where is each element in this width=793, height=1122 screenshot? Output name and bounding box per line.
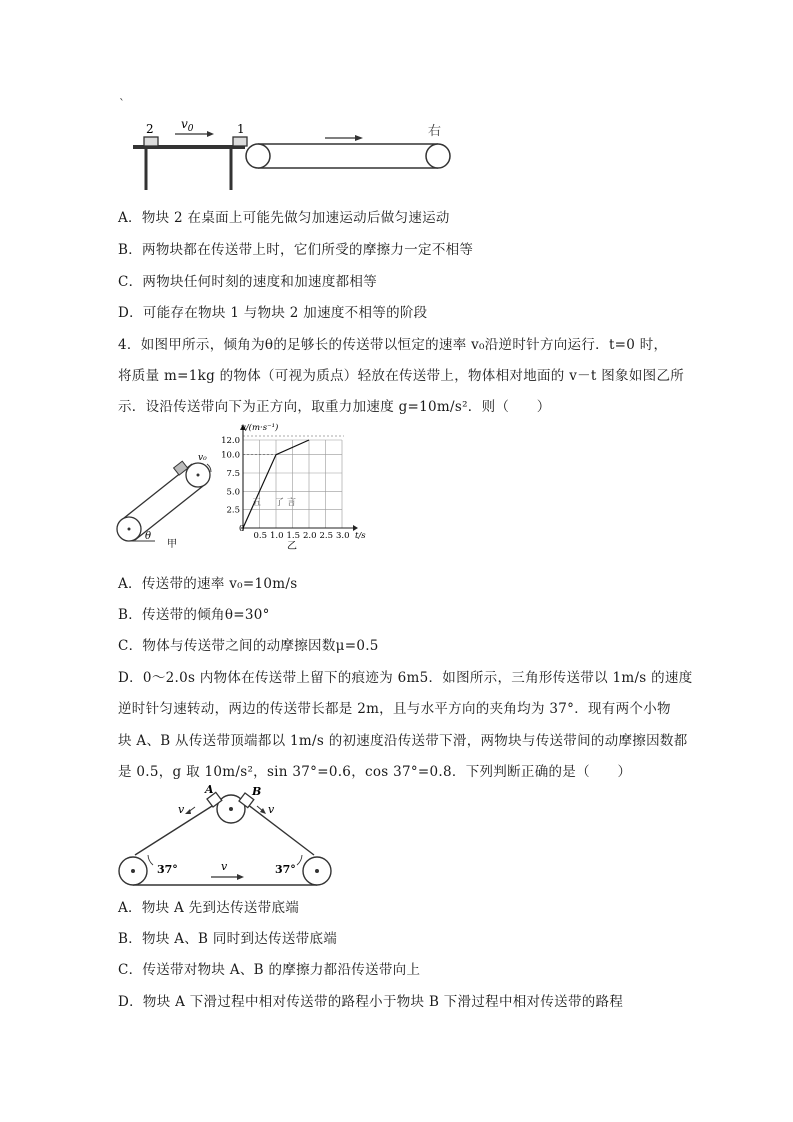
x-tick-label: 2.5 [319, 531, 334, 541]
label-b: B [252, 785, 262, 798]
x-tick-label: 0.5 [253, 531, 268, 541]
q5-option-c: C．传送带对物块 A、B 的摩擦力都沿传送带向上 [118, 962, 421, 978]
v-bottom-label: v [221, 860, 228, 873]
svg-text:言: 言 [287, 498, 297, 508]
q5-option-d: D．物块 A 下滑过程中相对传送带的路程小于物块 B 下滑过程中相对传送带的路程 [118, 994, 624, 1010]
origin-label: 0 [239, 524, 245, 534]
block-2 [144, 137, 158, 146]
block-2-label: 2 [146, 122, 154, 136]
v-left-label: v [178, 803, 185, 816]
y-tick-label: 2.5 [226, 505, 240, 516]
q3-option-a: A．物块 2 在桌面上可能先做匀加速运动后做匀速运动 [118, 210, 450, 226]
conveyor-belt [246, 144, 450, 168]
right-label: 右 [428, 124, 442, 139]
q5-stem-line1: D．0～2.0s 内物体在传送带上留下的痕迹为 6m5．如图所示，三角形传送带以 1m/s 的速度 [118, 670, 693, 686]
y-tick-label: 10.0 [221, 450, 240, 461]
v0-label: $v_0$ [181, 117, 194, 134]
theta-label: θ [145, 531, 152, 542]
q4-stem-line2: 将质量 m=1kg 的物体（可视为质点）轻放在传送带上，物体相对地面的 v－t 图象如图乙所 [118, 368, 685, 384]
caption-yi: 乙 [287, 541, 297, 552]
x-tick-label: 2.0 [303, 531, 317, 541]
q4-option-a: A．传送带的速率 v₀=10m/s [118, 576, 298, 592]
v-right-label: v [268, 803, 275, 816]
x-tick-label: 3.0 [336, 531, 350, 541]
figure-table-conveyor [115, 98, 455, 193]
graph-grid [243, 436, 344, 528]
svg-text:`: ` [119, 97, 125, 111]
q4-stem-line3: 示．设沿传送带向下为正方向，取重力加速度 g=10m/s²．则（ ） [118, 399, 551, 415]
incline-belt [117, 463, 210, 541]
v0-label: v₀ [198, 453, 207, 463]
q5-option-a: A．物块 A 先到达传送带底端 [118, 900, 300, 916]
q3-option-c: C．两物块任何时刻的速度和加速度都相等 [118, 274, 378, 290]
q5-stem-line2: 逆时针匀速转动，两边的传送带长都是 2m，且与水平方向的夹角均为 37°．现有两个小物 [118, 701, 671, 717]
x-tick-label: 1.5 [286, 531, 301, 541]
angle-right-label: 37° [275, 863, 296, 876]
q4-stem-line1: 4．如图甲所示，倾角为θ的足够长的传送带以恒定的速率 v₀沿逆时针方向运行．t=0 时， [118, 337, 668, 353]
y-tick-label: 7.5 [226, 469, 240, 479]
y-tick-label: 5.0 [226, 487, 240, 498]
caption-jia: 甲 [167, 539, 177, 550]
figure-triangle-conveyor [115, 783, 335, 888]
y-axis-label: v/(m·s⁻¹) [241, 423, 279, 433]
figure-jia-incline [115, 448, 225, 548]
q5-stem-line4: 是 0.5，g 取 10m/s²，sin 37°=0.6，cos 37°=0.8．下列判断正确的是（ ） [118, 764, 632, 780]
y-tick-label: 12.0 [221, 436, 240, 446]
label-a: A [205, 783, 214, 796]
svg-text:五: 五 [252, 498, 262, 508]
vt-graph-yi [221, 421, 373, 552]
block-1 [233, 137, 247, 146]
block-1-label: 1 [237, 122, 245, 136]
q3-option-b: B．两物块都在传送带上时，它们所受的摩擦力一定不相等 [118, 242, 474, 258]
q5-option-b: B．物块 A、B 同时到达传送带底端 [118, 931, 338, 947]
q4-option-c: C．物体与传送带之间的动摩擦因数μ=0.5 [118, 638, 379, 654]
q3-option-d: D．可能存在物块 1 与物块 2 加速度不相等的阶段 [118, 305, 428, 321]
x-axis-label: t/s [355, 531, 366, 541]
svg-text:了: 了 [275, 498, 285, 508]
q5-stem-line3: 块 A、B 从传送带顶端都以 1m/s 的初速度沿传送带下滑，两物块与传送带间的动摩擦因数都 [118, 733, 688, 749]
q4-option-b: B．传送带的倾角θ=30° [118, 607, 270, 623]
x-tick-label: 1.0 [270, 531, 284, 541]
angle-left-label: 37° [157, 863, 178, 876]
